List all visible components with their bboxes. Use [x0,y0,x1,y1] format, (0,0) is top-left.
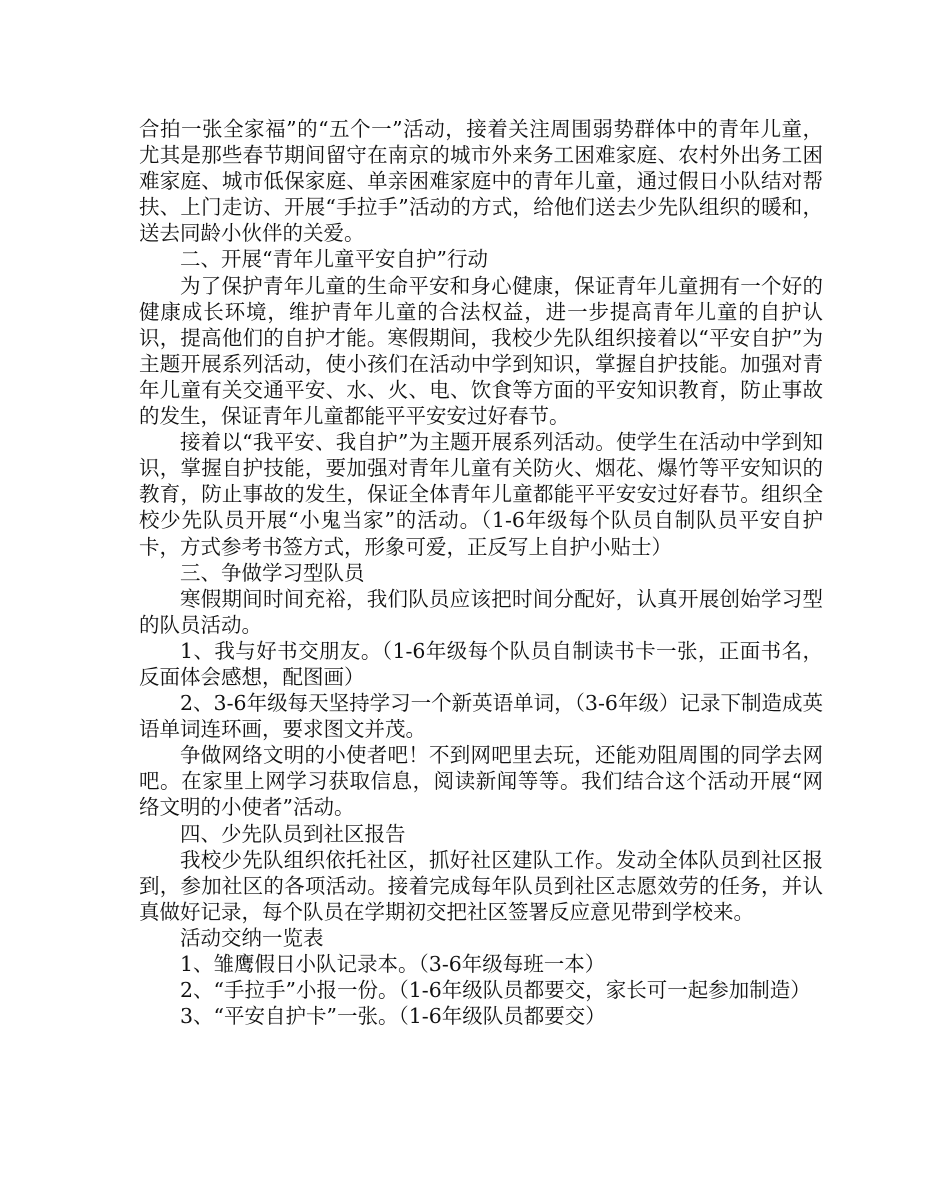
list-item: 2、“手拉手”小报一份。（1-6年级队员都要交，家长可一起参加制造） [180,978,811,1003]
list-item: 1、我与好书交朋友。（1-6年级每个队员自制读书卡一张，正面书名，反面体会感想，配图画） [139,638,823,689]
section-heading-3: 三、争做学习型队员 [180,560,365,585]
paragraph: 为了保护青年儿童的生命平安和身心健康，保证青年儿童拥有一个好的健康成长环境，维护青年儿童的合法权益，进一步提高青年儿童的自护认识，提高他们的自护才能。寒假期间，我校少先队组织接着以“平安自护”为主题开展系列活动，使小孩们在活动中学到知识，掌握自护技能。加强对青年儿童有关交通平安、水、火、电、饮食等方面的平安知识教育，防止事故的发生，保证青年儿童都能平平安安过好春节。 [139,273,823,429]
list-item: 1、雏鹰假日小队记录本。（3-6年级每班一本） [180,952,606,976]
section-heading-4: 四、少先队员到社区报告 [180,821,406,846]
paragraph-continuation: 合拍一张全家福”的“五个一”活动，接着关注周围弱势群体中的青年儿童，尤其是那些春节期间留守在南京的城市外来务工困难家庭、农村外出务工困难家庭、城市低保家庭、单亲困难家庭中的青年儿童，通过假日小队结对帮扶、上门走访、开展“手拉手”活动的方式，给他们送去少先队组织的暖和，送去同龄小伙伴的关爱。 [139,117,823,246]
paragraph: 寒假期间时间充裕，我们队员应该把时间分配好，认真开展创始学习型的队员活动。 [139,586,823,637]
paragraph: 我校少先队组织依托社区，抓好社区建队工作。发动全体队员到社区报到，参加社区的各项活动。接着完成每年队员到社区志愿效劳的任务，并认真做好记录，每个队员在学期初交把社区签署反应意见带到学校来。 [139,847,823,924]
list-item: 2、3-6年级每天坚持学习一个新英语单词，（3-6年级）记录下制造成英语单词连环画，要求图文并茂。 [139,691,823,742]
document-page [139,116,823,1029]
paragraph: 接着以“我平安、我自护”为主题开展系列活动。使学生在活动中学到知识，掌握自护技能，要加强对青年儿童有关防火、烟花、爆竹等平安知识的教育，防止事故的发生，保证全体青年儿童都能平平安安过好春节。组织全校少先队员开展“小鬼当家”的活动。（1-6年级每个队员自制队员平安自护卡，方式参考书签方式，形象可爱，正反写上自护小贴士） [139,430,823,559]
paragraph: 争做网络文明的小使者吧！不到网吧里去玩，还能劝阻周围的同学去网吧。在家里上网学习获取信息，阅读新闻等等。我们结合这个活动开展“网络文明的小使者”活动。 [139,743,823,820]
section-heading-2: 二、开展“青年儿童平安自护”行动 [180,247,488,272]
list-item: 3、“平安自护卡”一张。（1-6年级队员都要交） [180,1004,606,1029]
list-heading: 活动交纳一览表 [180,925,324,950]
